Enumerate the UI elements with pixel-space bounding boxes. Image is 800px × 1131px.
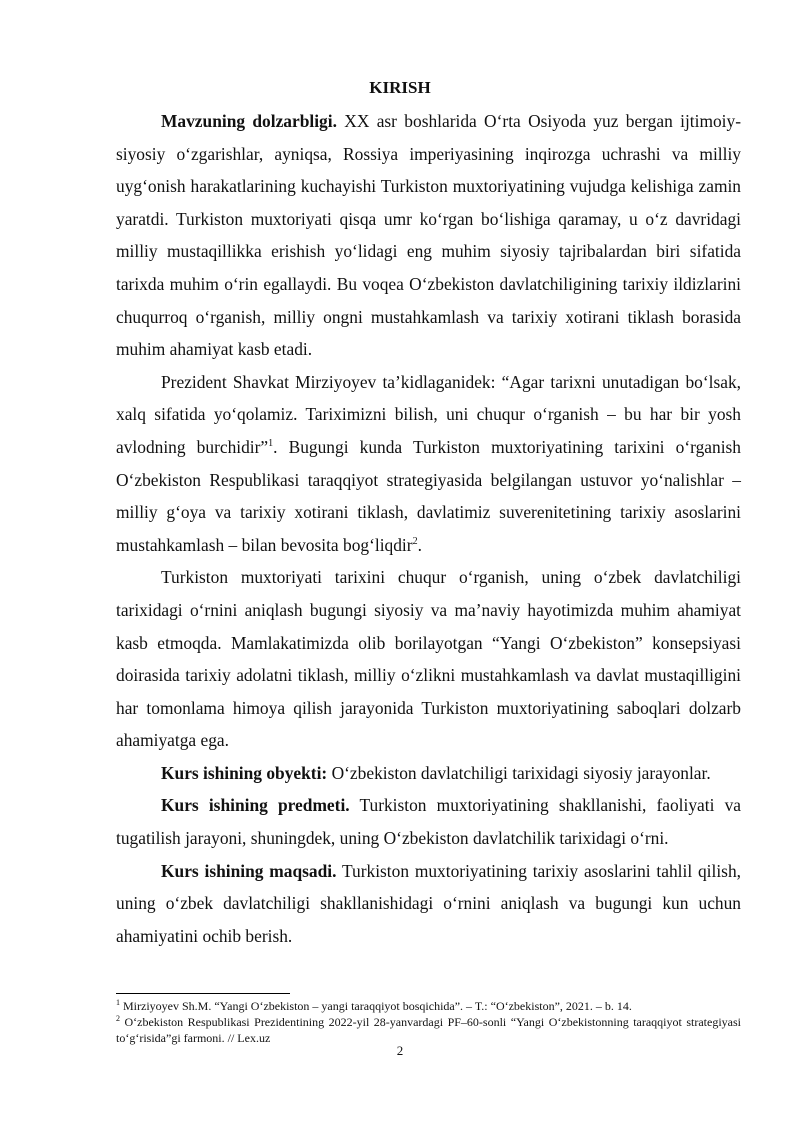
- paragraph-relevance: [116, 105, 741, 366]
- footnote-ref[interactable]: 1: [268, 438, 274, 450]
- paragraph-text: Prezident Shavkat Mirziyoyev ta’kidlaganidek: “Agar tarixni unutadigan bo‘lsak, xalq sifatida yo‘qolamiz. Tariximizni bilish, uni chuqur o‘rganish – bu har bir yosh avlodning burchidir”: [116, 371, 741, 457]
- paragraph-subject: [116, 789, 741, 854]
- footnotes: [116, 998, 741, 1046]
- paragraph-lead: Kurs ishining obyekti:: [161, 762, 328, 783]
- footnote-2: [116, 1014, 741, 1046]
- paragraph-text: XX asr boshlarida O‘rta Osiyoda yuz bergan ijtimoiy-siyosiy o‘zgarishlar, ayniqsa, Rossiya imperiyasining inqirozga uchrashi va milliy uyg‘onish harakatlarining kuchayishi Turkiston muxtoriyatining vujudga kelishiga zamin yaratdi. Turkiston muxtoriyati qisqa umr ko‘rgan bo‘lishiga qaramay, u o‘z davridagi milliy mustaqillikka erishish yo‘lidagi eng muhim siyosiy tajribalardan biri sifatida tarixda muhim o‘rin egallaydi. Bu voqea O‘zbekiston davlatchiligining tarixiy ildizlarini chuqurroq o‘rganish, milliy ongni mustahkamlash va tarixiy xotirani tiklash borasida muhim ahamiyat kasb etadi.: [116, 111, 741, 360]
- paragraph-text: . Bugungi kunda Turkiston muxtoriyatining tarixini o‘rganish O‘zbekiston Respublikasi taraqqiyot strategiyasida belgilangan ustuvor yo‘nalishlar – milliy g‘oya va tarixiy xotirani tiklash, davlatimiz suverenitetining tarixiy asoslarini mustahkamlash – bilan bevosita bog‘liqdir: [116, 436, 742, 555]
- paragraph-text: O‘zbekiston davlatchiligi tarixidagi siyosiy jarayonlar.: [327, 762, 711, 783]
- body-text: [116, 105, 741, 952]
- footnote-ref[interactable]: 2: [412, 535, 418, 547]
- paragraph-lead: Kurs ishining maqsadi.: [161, 860, 337, 881]
- footnote-text: Mirziyoyev Sh.M. “Yangi O‘zbekiston – yangi taraqqiyot bosqichida”. – T.: “O‘zbekiston”, 2021. – b. 14.: [120, 999, 632, 1013]
- paragraph-text: Turkiston muxtoriyatining shakllanishi, faoliyati va tugatilish jarayoni, shuningdek, uning O‘zbekiston davlatchilik tarixidagi o‘rni.: [116, 795, 742, 849]
- paragraph-text: Turkiston muxtoriyati tarixini chuqur o‘rganish, uning o‘zbek davlatchiligi tarixidagi o‘rnini aniqlash bugungi siyosiy va ma’naviy hayotimizda muhim ahamiyat kasb etmoqda. Mamlakatimizda olib borilayotgan “Yangi O‘zbekiston” konsepsiyasi doirasida tarixiy adolatni tiklash, milliy o‘zlikni mustahkamlash va davlat mustaqilligini har tomonlama himoya qilish jarayonida Turkiston muxtoriyatining saboqlari dolzarb ahamiyatga ega.: [116, 567, 741, 751]
- paragraph-significance: [116, 561, 741, 757]
- paragraph-text: Turkiston muxtoriyatining tarixiy asoslarini tahlil qilish, uning o‘zbek davlatchiligi shakllanishidagi o‘rnini aniqlash va bugungi kun uchun ahamiyatini ochib berish.: [116, 860, 741, 946]
- paragraph-lead: Mavzuning dolzarbligi.: [161, 111, 337, 131]
- page-number: 2: [396, 1043, 404, 1058]
- paragraph-quote: [116, 366, 741, 562]
- footnote-number: 2: [116, 1014, 120, 1023]
- footnote-separator: [116, 993, 290, 994]
- paragraph-text: .: [417, 534, 422, 555]
- footnote-number: 1: [116, 998, 120, 1007]
- paragraph-goal: [116, 855, 741, 953]
- section-title: KIRISH: [369, 78, 431, 97]
- footnote-text: O‘zbekiston Respublikasi Prezidentining 2022-yil 28-yanvardagi PF–60-sonli “Yangi O‘zbekistonning taraqqiyot strategiyasi to‘g‘risida”gi farmoni. // Lex.uz: [116, 1015, 741, 1045]
- paragraph-lead: Kurs ishining predmeti.: [161, 795, 350, 816]
- paragraph-object: [116, 757, 741, 790]
- footnote-1: [116, 998, 741, 1014]
